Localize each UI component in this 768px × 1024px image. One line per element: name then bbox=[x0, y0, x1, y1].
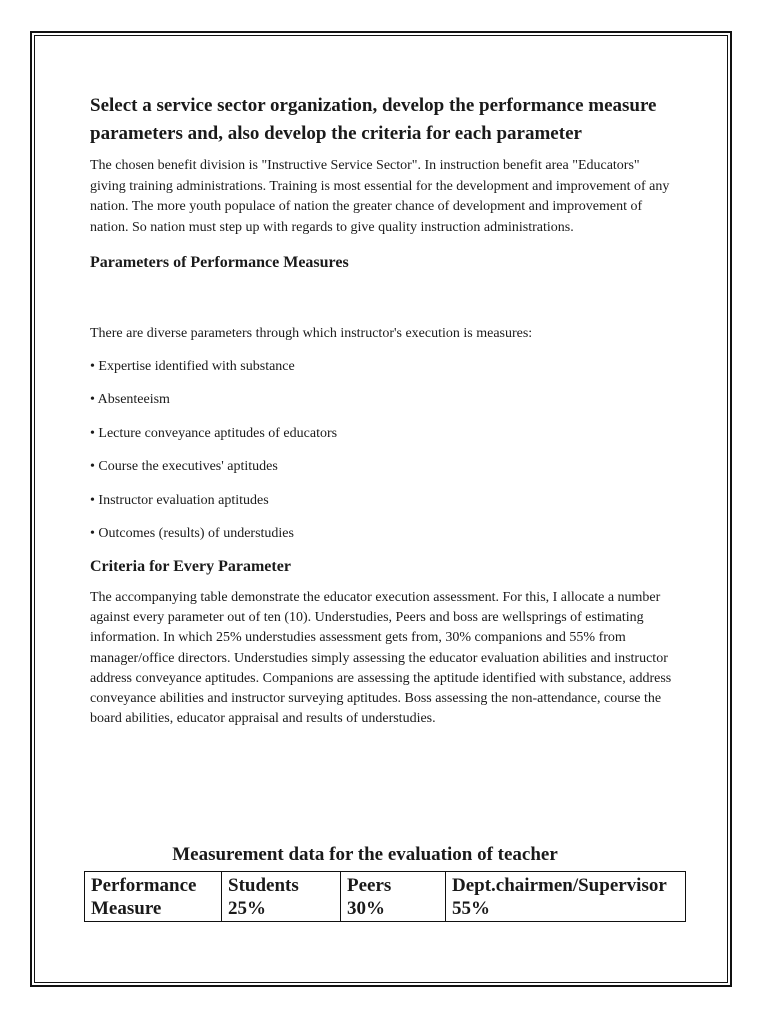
list-item: • Absenteeism bbox=[90, 392, 170, 408]
section-heading-criteria: Criteria for Every Parameter bbox=[90, 558, 291, 576]
intro-paragraph: The chosen benefit division is "Instructive Service Sector". In instruction benefit area "Educators" giving training administrations. Training is most essential for the development and improvement of any nation. The more youth populace of nation the greater chance of development and improvement of nation. So nation must step up with regards to give quality instruction administrations. bbox=[90, 158, 670, 235]
table-header-row bbox=[85, 872, 686, 922]
criteria-paragraph: The accompanying table demonstrate the educator execution assessment. For this, I allocate a number against every parameter out of ten (10). Understudies, Peers and boss are wellsprings of estimating information. In which 25% understudies assessment gets from, 30% companions and 55% from manager/office directors. Understudies simply assessing the educator evaluation abilities and instructor address conveyance aptitudes. Companions are assessing the aptitude identified with substance, address conveyance abilities and instructor surveying aptitudes. Boss assessing the non-attendance, course the board abilities, educator appraisal and results of understudies. bbox=[90, 590, 672, 727]
header-students bbox=[222, 872, 341, 922]
header-line: 25% bbox=[228, 898, 266, 919]
parameter-list bbox=[90, 357, 678, 559]
header-line: Measure bbox=[91, 898, 162, 919]
header-line: Peers bbox=[347, 875, 392, 896]
page-title: Select a service sector organization, develop the performance measure parameters and, also develop the criteria for each parameter bbox=[90, 95, 657, 144]
list-item: • Expertise identified with substance bbox=[90, 358, 295, 374]
measurement-table bbox=[84, 871, 686, 922]
list-item: • Course the executives' aptitudes bbox=[90, 459, 278, 475]
header-line: 30% bbox=[347, 898, 385, 919]
header-line: 55% bbox=[452, 898, 490, 919]
header-performance-measure bbox=[85, 872, 222, 922]
table-caption: Measurement data for the evaluation of teacher bbox=[172, 844, 558, 865]
list-item: • Outcomes (results) of understudies bbox=[90, 526, 294, 542]
header-peers bbox=[341, 872, 446, 922]
document-body bbox=[90, 92, 678, 729]
header-supervisor bbox=[446, 872, 686, 922]
list-item: • Instructor evaluation aptitudes bbox=[90, 492, 269, 508]
header-line: Performance bbox=[91, 875, 197, 896]
list-item: • Lecture conveyance aptitudes of educators bbox=[90, 425, 338, 441]
section-heading-parameters: Parameters of Performance Measures bbox=[90, 254, 349, 271]
header-line: Students bbox=[228, 875, 299, 896]
parameters-lead: There are diverse parameters through which instructor's execution is measures: bbox=[90, 326, 533, 341]
header-line: Dept.chairmen/Supervisor bbox=[452, 875, 667, 896]
